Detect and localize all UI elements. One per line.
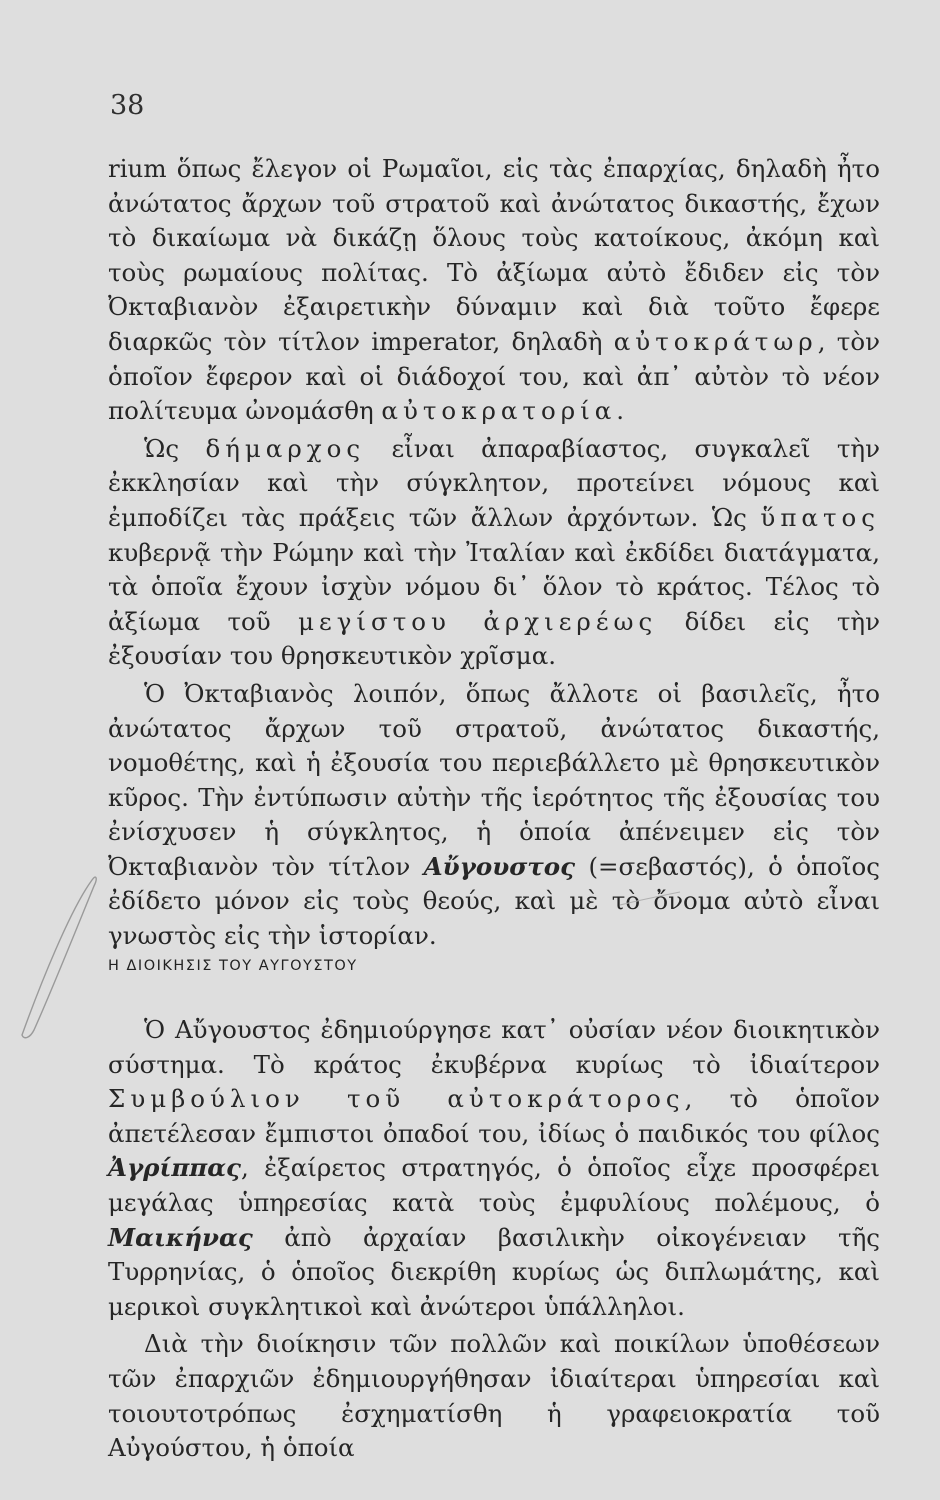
paragraph-4: Ὁ Αὔγουστος ἐδημιούργησε κατ᾿ οὐσίαν νέον διοικητικὸν σύστημα. Τὸ κράτος ἐκυβέρνα κυρίως τὸ ἰδιαίτερον Συμβούλιον τοῦ αὐτοκράτορος, τὸ ὁποῖον ἀπετέλεσαν ἔμπιστοι ὀπαδοί του, ἰδίως ὁ παιδικός του φίλος Ἀγρίππας, ἐξαίρετος στρατηγός, ὁ ὁποῖος εἶχε προσφέρει μεγάλας ὑπηρεσίας κατὰ τοὺς ἐμφυλίους πολέμους, ὁ Μαικήνας ἀπὸ ἀρχαίαν βασιλικὴν οἰκογένειαν τῆς Τυρρηνίας, ὁ ὁποῖος διεκρίθη κυρίως ὡς διπλωμάτης, καὶ μερικοὶ συγκλητικοὶ καὶ ἀνώτεροι ὑπάλληλοι. [108, 1015, 880, 1321]
bold-name-agrippas: Ἀγρίππας [108, 1153, 241, 1183]
spaced-term-autokratoria: αὐτοκρατορία [381, 396, 617, 426]
paragraph-3: Ὁ Ὀκταβιανὸς λοιπόν, ὅπως ἄλλοτε οἱ βασιλεῖς, ἦτο ἀνώτατος ἄρχων τοῦ στρατοῦ, ἀνώτατος δικαστής, νομοθέτης, καὶ ἡ ἐξουσία του περιεβάλλετο μὲ θρησκευτικὸν κῦρος. Τὴν ἐντύπωσιν αὐτὴν τῆς ἱερότητος τῆς ἐξουσίας του ἐνίσχυσεν ἡ σύγκλητος, ἡ ὁποία ἀπένειμεν εἰς τὸν Ὀκταβιανὸν τὸν τίτλον Αὔγουστος (=σεβαστός), ὁ ὁποῖος ἐδίδετο μόνον εἰς τοὺς θεούς, καὶ μὲ τὸ ὄνομα αὐτὸ εἶναι γνωστὸς εἰς τὴν ἱστορίαν. [108, 678, 880, 951]
paragraph-5: Διὰ τὴν διοίκησιν τῶν πολλῶν καὶ ποικίλων ὑποθέσεων τῶν ἐπαρχιῶν ἐδημιουργήθησαν ἰδιαίτεραι ὑπηρεσίαι καὶ τοιουτοτρόπως ἐσχηματίσθη ἡ γραφειοκρατία τοῦ Αὐγούστου, ἡ ὁποία [108, 1329, 880, 1463]
page-number: 38 [110, 90, 145, 121]
paragraph-1: rium ὅπως ἔλεγον οἱ Ρωμαῖοι, εἰς τὰς ἐπαρχίας, δηλαδὴ ἦτο ἀνώτατος ἄρχων τοῦ στρατοῦ καὶ ἀνώτατος δικαστής, ἔχων τὸ δικαίωμα νὰ δικάζῃ ὅλους τοὺς κατοίκους, ἀκόμη καὶ τοὺς ρωμαίους πολίτας. Τὸ ἀξίωμα αὐτὸ ἔδιδεν εἰς τὸν Ὀκταβιανὸν ἐξαιρετικὴν δύναμιν καὶ διὰ τοῦτο ἔφερε διαρκῶς τὸν τίτλον imperator, δηλαδὴ αὐτοκράτωρ, τὸν ὁποῖον ἔφερον καὶ οἱ διάδοχοί του, καὶ ἀπ᾿ αὐτὸν τὸ νέον πολίτευμα ὠνομάσθη αὐτοκρατορία. [108, 154, 880, 426]
text-block-top [108, 152, 880, 954]
spaced-term-megistos-archiereus: μεγίστου ἀρχιερέως [298, 606, 658, 636]
spaced-term-autokrator: αὐτοκράτωρ [613, 326, 818, 356]
paragraph-2: Ὡς δήμαρχος εἶναι ἀπαραβίαστος, συγκαλεῖ τὴν ἐκκλησίαν καὶ τὴν σύγκλητον, προτείνει νόμους καὶ ἐμποδίζει τὰς πράξεις τῶν ἄλλων ἀρχόντων. Ὡς ὕπατος κυβερνᾷ τὴν Ρώμην καὶ τὴν Ἰταλίαν καὶ ἐκδίδει διατάγματα, τὰ ὁποῖα ἔχουν ἰσχὺν νόμου δι᾿ ὅλον τὸ κράτος. Τέλος τὸ ἀξίωμα τοῦ μεγίστου ἀρχιερέως δίδει εἰς τὴν ἐξουσίαν του θρησκευτικὸν χρῖσμα. [108, 433, 881, 671]
spaced-term-symvoulion: Συμβούλιον τοῦ αὐτοκράτορος [108, 1084, 685, 1114]
text-block-bottom [108, 1010, 880, 1466]
bold-name-maikinas: Μαικήνας [108, 1222, 253, 1252]
spaced-term-ypatos: ὕπατος [760, 502, 880, 532]
bold-name-avgoustos: Αὔγουστος [423, 851, 576, 881]
spaced-term-dimarchos: δήμαρχος [205, 433, 366, 463]
section-heading: Η ΔΙΟΙΚΗΣΙΣ ΤΟΥ ΑΥΓΟΥΣΤΟΥ [108, 958, 358, 974]
scratch-curve [22, 877, 96, 1038]
